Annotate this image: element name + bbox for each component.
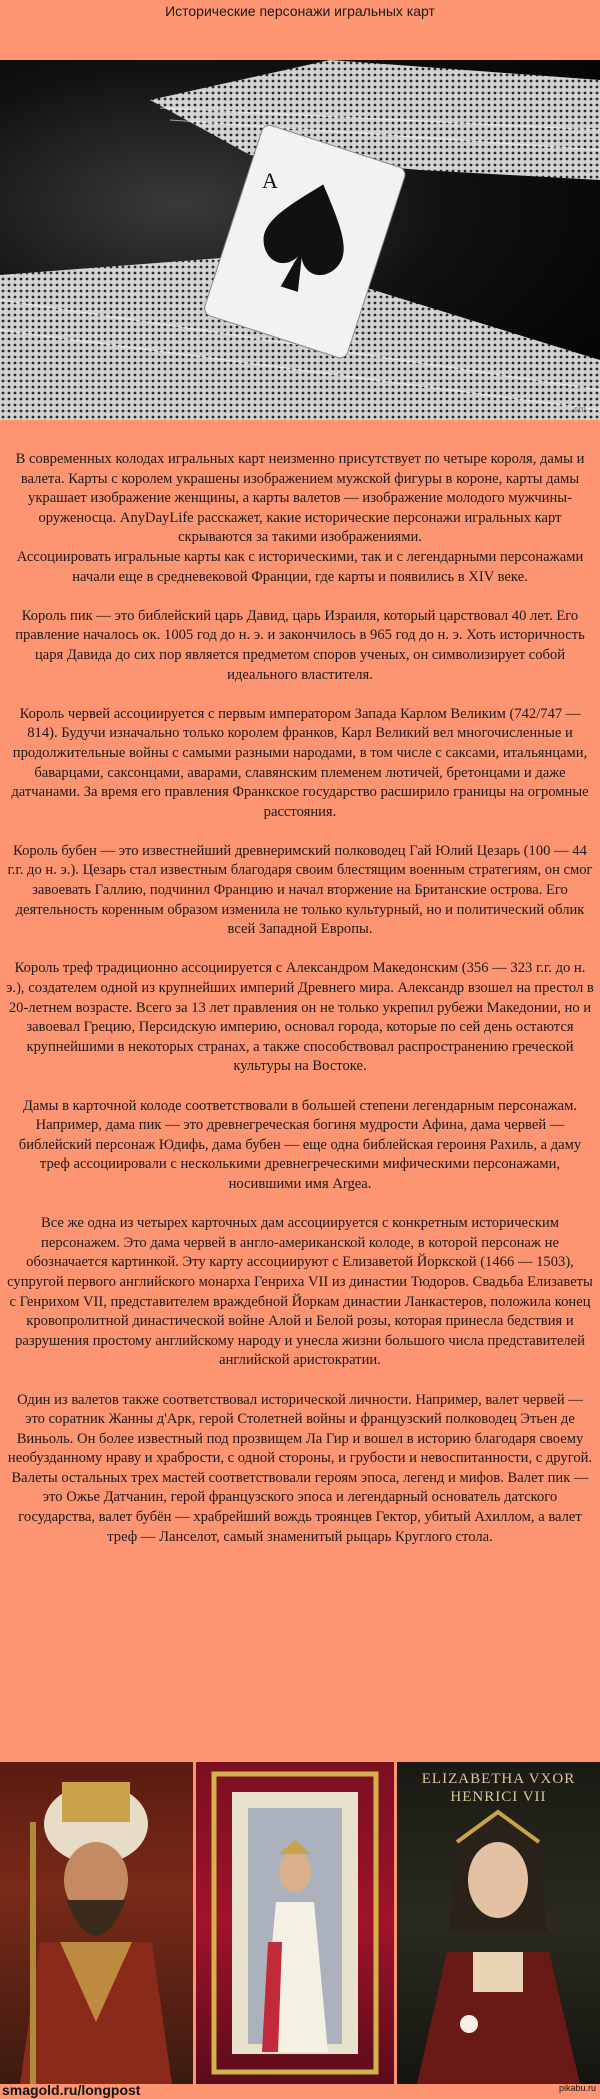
footer [0, 2081, 600, 2099]
portrait-king-david [0, 1762, 193, 2084]
source-link[interactable]: smagold.ru/longpost [2, 2082, 141, 2098]
playing-cards-photo [0, 60, 600, 420]
jacks-paragraph: Один из валетов также соответствовал исторической личности. Например, валет червей — это соратник Жанны д'Арк, герой Столетней войны и французский полководец Этьен де Виньоль. Он более известный под прозвищем Ла Гир и вошел в историю благодаря своему необузданному нраву и храбрости, с одной стороны, и грубости и невоспитанности, с другой. Валеты остальных трех мастей соответствовали героям эпоса, легенд и мифов. Валет пик — это Ожье Датчанин, герой французского эпоса и легендарный основатель датского государства, валет бубён — храбрейший вождь троянцев Гектор, убитый Ахиллом, а валет треф — Ланселот, самый знаменитый рыцарь Круглого стола. [7, 1391, 593, 1545]
king-of-hearts-paragraph: Король червей ассоциируется с первым императором Запада Карлом Великим (742/747 — 814). Будучи изначально только королем франков, Карл Великий вел многочисленные и продолжительные войны с самыми разными народами, в том числе с саксами, итальянцами, баварцами, саксонцами, аварами, славянским племенем лютичей, бретонцами и даже датчанами. За время его правления Франкское государство расширило границы на огромные расстояния. [11, 705, 589, 820]
king-of-clubs-paragraph: Король треф традиционно ассоциируется с Александром Македонским (356 — 323 г.г. до н. э.), создателем одной из крупнейших империй Древнего мира. Александр взошел на престол в 20-летнем возрасте. Всего за 13 лет правления он не только укрепил рубежи Македонии, но и завоевал Грецию, Персидскую империю, основал города, которые по сей день остаются крупнейшими в некоторых странах, а также способствовал распространению греческой культуры на Востоке. [6, 960, 594, 1075]
inscription-line-1: ELIZABETHA VXOR [421, 1771, 576, 1787]
queens-paragraph: Дамы в карточной колоде соответствовали в большей степени легендарным персонажам. Например, дама пик — это древнегреческая богиня мудрости Афина, дама червей — библейский персонаж Юдифь, дама бубен — еще одна библейская героиня Рахиль, а даму треф ассоциировали с несколькими древнегреческими мифическими персонажами, носившими имя Argea. [18, 1097, 582, 1192]
portraits-strip [0, 1762, 600, 2084]
page-title: Исторические персонажи игральных карт [165, 3, 435, 19]
card-fan-illustration [0, 60, 600, 420]
intro-paragraph: В современных колодах игральных карт неизменно присутствует по четыре короля, дамы и валета. Карты с королем украшены изображением мужской фигуры в короне, карты дамы украшает изображение женщины, а карты валетов — изображение молодого мужчины-оруженосца. AnyDayLife расскажет, какие исторические персонажи игральных карт скрываются за такими изображениями. [15, 451, 585, 546]
charlemagne-figure [196, 1762, 394, 2084]
intro-paragraph-2: Ассоциировать игральные карты как с историческими, так и с легендарными персонажами начали еще в средневековой Франции, где карты и появились в XIV веке. [16, 548, 584, 585]
queen-of-hearts-paragraph: Все же одна из четырех карточных дам ассоциируется с конкретным историческим персонажем. Это дама червей в англо-американской колоде, в которой персонаж не обозначается картинкой. Эту карту ассоциируют с Елизаветой Йоркской (1466 — 1503), супругой первого английского монарха Генриха VII из династии Тюдоров. Свадьба Елизаветы с Генрихом VII, представителем враждебной Йоркам династии Ланкастеров, положила конец кровопролитной династической войне Алой и Белой розы, которая принесла бедствия и разрушения простому английскому народу и унесла жизни большого числа представителей английской аристократии. [7, 1215, 593, 1369]
card-corner-letter: A [262, 168, 278, 193]
elizabeth-figure [397, 1762, 600, 2084]
inscription-line-2: HENRICI VII [450, 1789, 547, 1805]
site-watermark: pikabu.ru [558, 2083, 596, 2093]
portrait-elizabeth-of-york [397, 1762, 600, 2084]
article-body [6, 450, 594, 1567]
king-david-figure [0, 1762, 193, 2084]
king-of-diamonds-paragraph: Король бубен — это известнейший древнеримский полководец Гай Юлий Цезарь (100 — 44 г.г. до н. э.). Цезарь стал известным благодаря своим блестящим военным стратегиям, он смог завоевать Галлию, подчинил Францию и начал вторжение на Британские острова. Его деятельность коренным образом изменила не только культурный, но и политический облик всей Западной Европы. [7, 842, 593, 938]
king-of-spades-paragraph: Король пик — это библейский царь Давид, царь Израиля, который царствовал 40 лет. Его правление началось ок. 1005 год до н. э. и закончилось в 965 год до н. э. Хоть историчность царя Давида до сих пор является предметом споров ученых, он символизирует собой идеального властителя. [15, 607, 585, 683]
photo-watermark: ...sm [566, 404, 586, 414]
portrait-charlemagne [196, 1762, 394, 2084]
